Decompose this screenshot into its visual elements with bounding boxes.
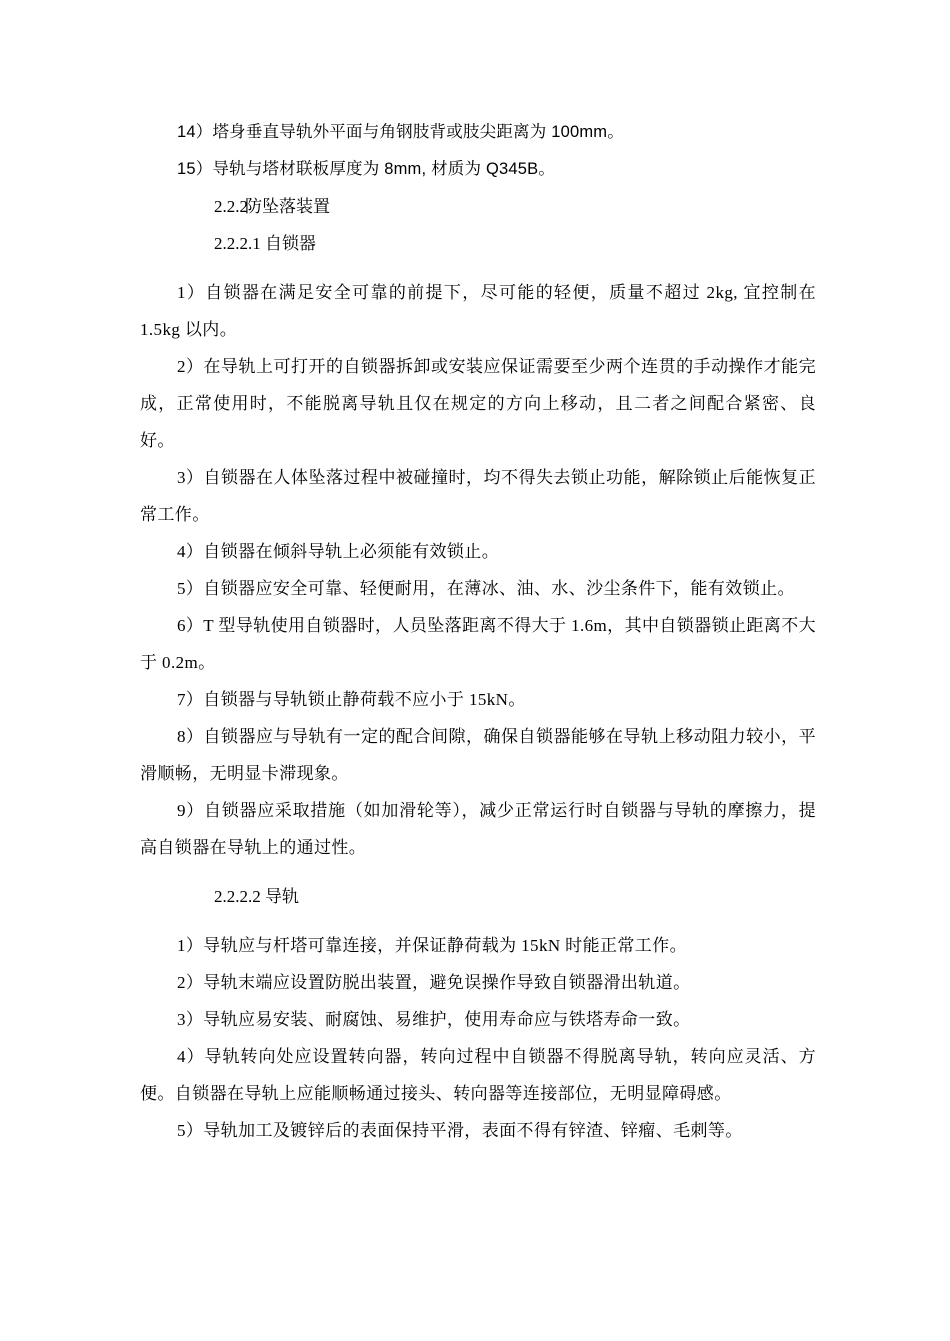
section-title: 防坠落装置 <box>245 197 330 216</box>
section-heading-2-2-2 <box>140 188 816 225</box>
paragraph-item-15: 15）导轨与塔材联板厚度为 8mm, 材质为 Q345B。 <box>177 160 556 178</box>
section-number: 2.2.2.1 <box>214 234 261 253</box>
section-heading-2-2-2-2 <box>140 878 816 915</box>
lock-item-6: 6）T 型导轨使用自锁器时，人员坠落距离不得大于 1.6m，其中自锁器锁止距离不大于 0.2m。 <box>140 616 816 672</box>
rail-item-4: 4）导轨转向处应设置转向器，转向过程中自锁器不得脱离导轨，转向应灵活、方便。自锁器在导轨上应能顺畅通过接头、转向器等连接部位，无明显障碍感。 <box>140 1047 816 1103</box>
rail-item-5: 5）导轨加工及镀锌后的表面保持平滑，表面不得有锌渣、锌瘤、毛刺等。 <box>177 1121 743 1140</box>
rail-item-3: 3）导轨应易安装、耐腐蚀、易维护，使用寿命应与铁塔寿命一致。 <box>177 1010 691 1029</box>
lock-item-5: 5）自锁器应安全可靠、轻便耐用，在薄冰、油、水、沙尘条件下，能有效锁止。 <box>177 579 795 598</box>
lock-item-9: 9）自锁器应采取措施（如加滑轮等），减少正常运行时自锁器与导轨的摩擦力，提高自锁器在导轨上的通过性。 <box>140 801 816 857</box>
rail-item-1: 1）导轨应与杆塔可靠连接，并保证静荷载为 15kN 时能正常工作。 <box>177 936 687 955</box>
lock-item-1: 1）自锁器在满足安全可靠的前提下，尽可能的轻便，质量不超过 2kg, 宜控制在 1.5kg 以内。 <box>140 283 816 339</box>
section-number: 2.2.2.2 <box>214 887 261 906</box>
section-heading-2-2-2-1 <box>140 225 816 262</box>
section-title: 导轨 <box>265 887 299 906</box>
lock-item-8: 8）自锁器应与导轨有一定的配合间隙，确保自锁器能够在导轨上移动阻力较小，平滑顺畅，无明显卡滞现象。 <box>140 727 816 783</box>
rail-item-2: 2）导轨末端应设置防脱出装置，避免误操作导致自锁器滑出轨道。 <box>177 973 691 992</box>
paragraph-item-14: 14）塔身垂直导轨外平面与角钢肢背或肢尖距离为 100mm。 <box>177 123 624 141</box>
lock-item-2: 2）在导轨上可打开的自锁器拆卸或安装应保证需要至少两个连贯的手动操作才能完成，正常使用时，不能脱离导轨且仅在规定的方向上移动，且二者之间配合紧密、良好。 <box>140 357 816 450</box>
lock-item-4: 4）自锁器在倾斜导轨上必须能有效锁止。 <box>177 542 500 561</box>
lock-item-7: 7）自锁器与导轨锁止静荷载不应小于 15kN。 <box>177 690 526 709</box>
lock-item-3: 3）自锁器在人体坠落过程中被碰撞时，均不得失去锁止功能，解除锁止后能恢复正常工作。 <box>140 468 816 524</box>
section-number: 2.2.2 <box>214 197 248 216</box>
section-title: 自锁器 <box>265 234 316 253</box>
document-body <box>140 114 816 1149</box>
